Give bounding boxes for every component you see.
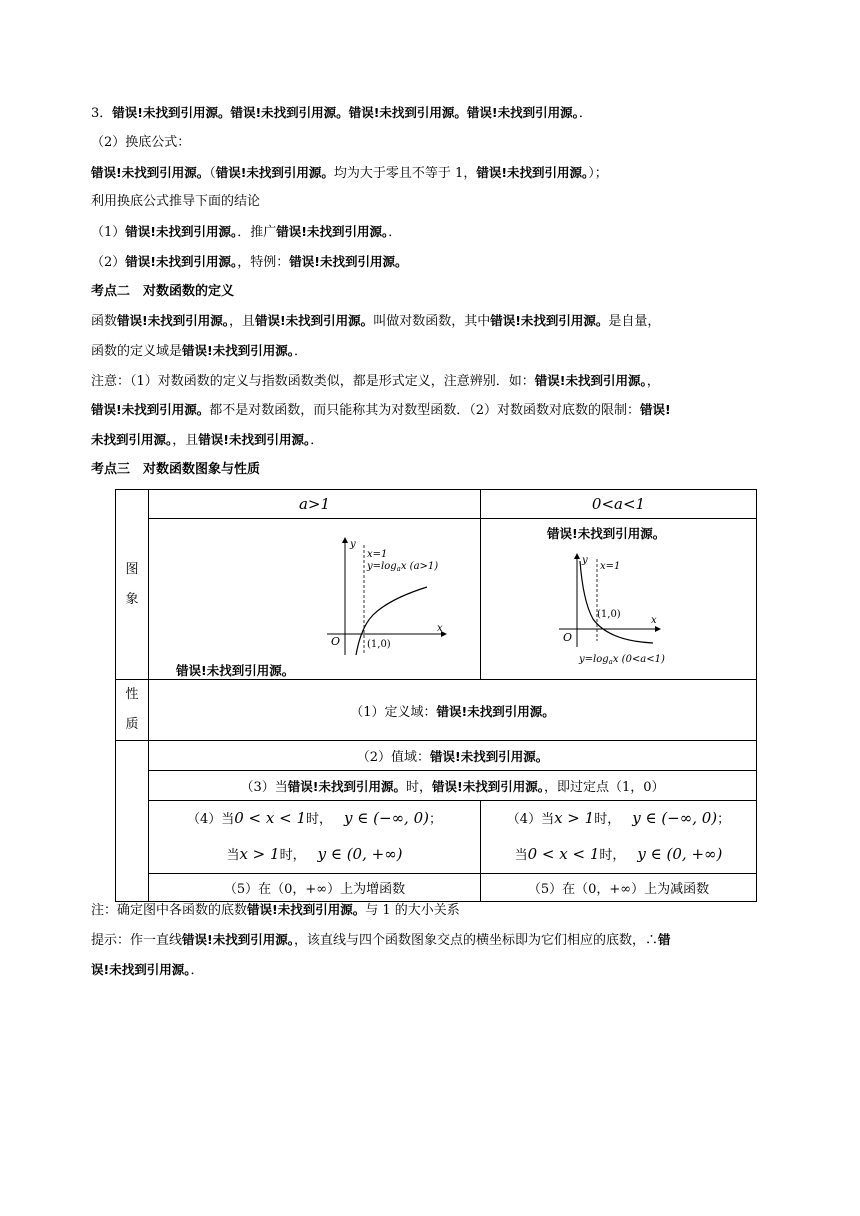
text: （1）定义域： [350, 704, 437, 720]
text: 利用换底公式推导下面的结论 [91, 194, 261, 209]
error-ref: 错误!未找到引用源。 [476, 165, 589, 180]
text: 当 [226, 848, 240, 863]
origin-label: O [563, 631, 573, 644]
property-monotonic-decreasing: （5）在（0，+∞）上为减函数 [481, 874, 757, 902]
text: ， [646, 374, 660, 389]
line-6 [91, 253, 771, 272]
increasing-log-graph [317, 537, 447, 657]
log-curve [580, 561, 653, 643]
math: x > 1 [239, 845, 280, 863]
row-label-empty [116, 741, 149, 902]
error-ref: 错误!未找到引用源。 [112, 105, 231, 120]
property-monotonic-increasing: （5）在（0，+∞）上为增函数 [149, 874, 481, 902]
label-char: 性 [125, 687, 139, 702]
error-ref: 错误!未找到引用源。 [182, 932, 294, 947]
label-char: 质 [125, 717, 139, 732]
line-12 [91, 431, 771, 450]
y-axis-arrow [342, 537, 348, 543]
line-3 [91, 164, 771, 183]
text: ，特例： [237, 255, 290, 270]
text: 提示：作一直线 [91, 933, 183, 948]
text: （1） [91, 225, 126, 240]
error-ref-part: 错 [657, 932, 671, 947]
row-label-properties [116, 680, 149, 741]
text: ，该直线与四个函数图象交点的横坐标即为它们相应的底数，∴ [293, 933, 658, 948]
point-label: (1,0) [597, 609, 621, 620]
log-function-properties-table [115, 489, 757, 902]
text: （4）当 [186, 812, 235, 827]
text: 注：确定图中各函数的底数 [91, 903, 248, 918]
error-ref: 错误!未找到引用源。 [254, 313, 374, 328]
text: ．推广 [237, 225, 277, 240]
math: x > 1 [554, 809, 595, 827]
decreasing-log-graph [557, 551, 677, 671]
text: 函数的定义域是 [91, 344, 183, 359]
line-9 [91, 342, 771, 361]
text: ，且 [228, 314, 255, 329]
error-ref: 错误!未找到引用源。 [176, 663, 295, 678]
error-ref: 错误!未找到引用源。 [432, 779, 544, 794]
text: 时， [306, 812, 333, 827]
x1-label: x=1 [367, 549, 388, 560]
error-ref: 错误!未找到引用源。 [436, 703, 555, 719]
curve-label-sub: a [608, 658, 613, 666]
text: 当 [514, 848, 528, 863]
math: y ∈ (−∞, 0) [632, 809, 718, 827]
error-ref-part: 未找到引用源。 [91, 432, 173, 447]
text: ； [429, 812, 443, 827]
text: ，且 [172, 433, 199, 448]
text: ． [310, 433, 324, 448]
text: 时， [405, 780, 432, 795]
error-ref: 错误!未找到引用源。 [91, 402, 210, 417]
section-heading-3: 考点三 对数函数图象与性质 [91, 462, 261, 477]
curve-label-end: x (0<a<1) [612, 654, 665, 665]
label-char: 象 [125, 591, 139, 607]
math: 0 < x < 1 [234, 809, 307, 827]
label-char: 图 [125, 561, 139, 577]
error-ref: 错误!未找到引用源。 [490, 313, 609, 328]
line-2 [91, 134, 771, 152]
text: 时， [594, 812, 621, 827]
text: 是自量， [608, 314, 661, 329]
x-label: x [437, 623, 443, 634]
error-ref: 错误!未找到引用源。 [534, 373, 647, 388]
property-fixed-point [149, 771, 757, 801]
curve-label [366, 561, 438, 573]
text: 与 1 的大小关系 [365, 903, 460, 918]
error-ref: 错误!未找到引用源。 [276, 224, 389, 239]
y-axis-arrow [574, 553, 580, 559]
error-ref: 错误!未找到引用源。 [198, 432, 311, 447]
error-ref: 错误!未找到引用源。 [215, 165, 334, 180]
error-ref: 错误!未找到引用源。 [547, 526, 666, 541]
math-label: a>1 [298, 495, 331, 513]
point-label: (1,0) [367, 639, 391, 650]
curve-label [578, 654, 665, 666]
note-line [91, 901, 771, 920]
text: 都不是对数函数，而只能称其为对数型函数．（2）对数函数对底数的限制： [209, 403, 640, 418]
text: （2） [91, 255, 126, 270]
row-label-graph [116, 490, 149, 680]
error-ref: 错误!未找到引用源。 [230, 105, 349, 120]
text: ． [293, 344, 307, 359]
graph-increasing-cell [149, 519, 481, 680]
text: 均为大于零且不等于 1， [333, 166, 477, 181]
x1-label: x=1 [600, 561, 621, 572]
math: y ∈ (−∞, 0) [344, 809, 429, 827]
error-ref: 错误!未找到引用源。 [125, 254, 238, 269]
math-label: 0<a<1 [591, 495, 646, 513]
text: 注意：（1）对数函数的定义与指数函数类似，都是形式定义，注意辨别．如： [91, 374, 535, 389]
math: 0 < x < 1 [527, 845, 600, 863]
header-a-between-0-1 [481, 490, 757, 519]
error-ref: 错误!未找到引用源。 [117, 313, 229, 328]
text: 叫做对数函数，其中 [373, 314, 491, 329]
text: 时， [279, 848, 306, 863]
text: ． [388, 225, 402, 240]
x-label: x [651, 615, 657, 626]
item-number: 3． [91, 106, 113, 121]
text: （ [209, 166, 216, 181]
y-label: y [582, 555, 588, 566]
text: （2）换底公式： [91, 135, 191, 150]
text: （3）当 [240, 780, 288, 795]
text: ． [190, 963, 204, 978]
text: ； [717, 812, 731, 827]
error-ref: 错误!未找到引用源。 [91, 165, 210, 180]
curve-label-main: y=log [579, 654, 609, 665]
property-domain [149, 680, 757, 741]
x-axis-arrow [655, 626, 661, 632]
line-11 [91, 401, 771, 420]
section-heading-2: 考点二 对数函数的定义 [91, 284, 235, 299]
y-label: y [350, 539, 356, 550]
text: ）； [588, 166, 608, 181]
line-5 [91, 223, 771, 242]
text: ． [578, 106, 592, 121]
hint-line-2 [91, 961, 771, 980]
error-ref: 错误!未找到引用源。 [466, 105, 579, 120]
error-ref: 错误!未找到引用源。 [289, 254, 408, 269]
error-ref: 错误!未找到引用源。 [430, 749, 549, 764]
error-ref-part: 错误! [639, 402, 671, 417]
text: ，即过定点（1，0） [543, 780, 665, 795]
error-ref: 错误!未找到引用源。 [287, 779, 406, 794]
header-a-greater-1 [149, 490, 481, 519]
curve-label-sub: a [396, 565, 401, 573]
property-range [149, 741, 757, 771]
curve-label-main: y=log [367, 561, 397, 572]
curve-label-end: x (a>1) [400, 561, 439, 572]
text: （2）值域： [356, 750, 431, 765]
math: y ∈ (0, +∞) [317, 845, 403, 863]
text: 函数 [91, 314, 118, 329]
property-sign-increasing [149, 801, 481, 874]
error-ref: 错误!未找到引用源。 [348, 105, 467, 120]
origin-label: O [331, 635, 341, 648]
line-10 [91, 372, 771, 391]
text: （4）当 [506, 812, 555, 827]
text: 时， [599, 848, 626, 863]
error-ref: 错误!未找到引用源。 [125, 224, 238, 239]
math: y ∈ (0, +∞) [637, 845, 723, 863]
graph-decreasing-cell [481, 519, 757, 680]
error-ref: 错误!未找到引用源。 [182, 343, 294, 358]
line-1 [91, 104, 771, 123]
property-sign-decreasing [481, 801, 757, 874]
line-4 [91, 193, 771, 211]
hint-line [91, 931, 771, 950]
line-8 [91, 312, 771, 331]
error-ref-part: 误!未找到引用源。 [91, 962, 191, 977]
error-ref: 错误!未找到引用源。 [247, 902, 366, 917]
